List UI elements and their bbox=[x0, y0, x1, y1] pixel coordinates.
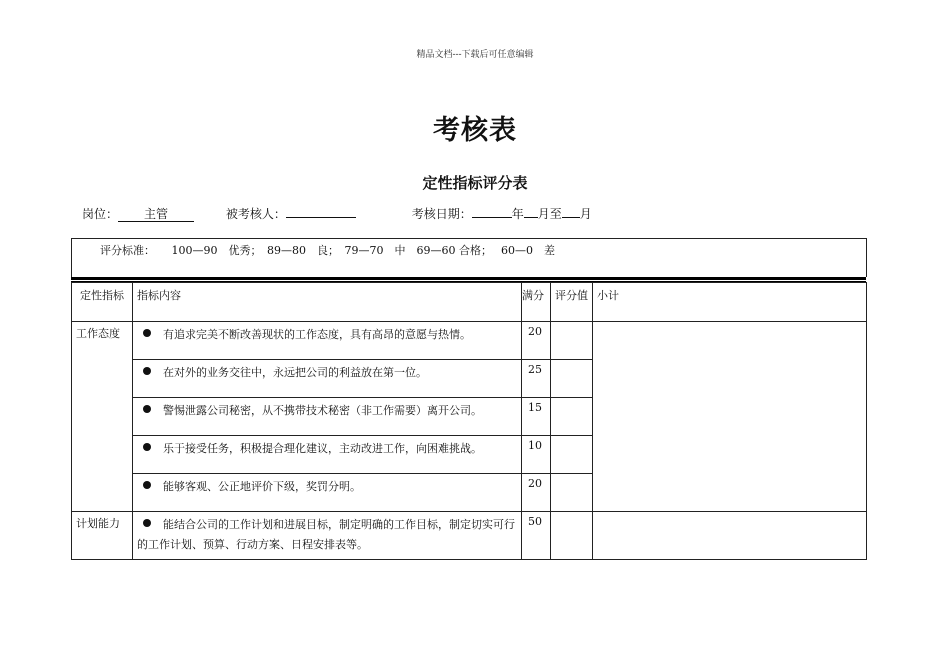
score-input-cell[interactable] bbox=[551, 322, 593, 360]
table-header-row bbox=[72, 283, 867, 322]
header-content: 指标内容 bbox=[133, 283, 522, 322]
item-text: 在对外的业务交往中，永远把公司的利益放在第一位。 bbox=[163, 366, 427, 379]
group-name: 计划能力 bbox=[72, 512, 133, 560]
bullet-icon bbox=[143, 443, 151, 451]
position-field[interactable]: 主管 bbox=[118, 208, 194, 222]
position-label: 岗位： bbox=[82, 207, 119, 221]
header-indicator: 定性指标 bbox=[72, 283, 133, 322]
header-subtotal: 小计 bbox=[593, 283, 867, 322]
item-content bbox=[133, 398, 522, 436]
group-name: 工作态度 bbox=[72, 322, 133, 512]
item-text: 有追求完美不断改善现状的工作态度，具有高昂的意愿与热情。 bbox=[163, 328, 471, 341]
item-content bbox=[133, 436, 522, 474]
score-table bbox=[71, 282, 867, 560]
item-content bbox=[133, 512, 522, 560]
month-from-field[interactable] bbox=[524, 217, 538, 218]
date-label: 考核日期： bbox=[411, 207, 472, 221]
bullet-icon bbox=[143, 367, 151, 375]
item-content bbox=[133, 474, 522, 512]
item-content bbox=[133, 360, 522, 398]
item-text: 乐于接受任务，积极提合理化建议，主动改进工作，向困难挑战。 bbox=[163, 442, 482, 455]
item-text: 能结合公司的工作计划和进展目标，制定明确的工作目标，制定切实可行的工作计划、预算、行动方案、日程安排表等。 bbox=[137, 518, 515, 551]
header-score-value: 评分值 bbox=[551, 283, 593, 322]
criteria-text: 评分标准： 100—90 优秀； 89—80 良； 79—70 中 69—60 合格； 60—0 差 bbox=[100, 244, 555, 257]
assessee-field[interactable] bbox=[286, 217, 356, 218]
month-suffix: 月 bbox=[579, 207, 592, 221]
page-subtitle: 定性指标评分表 bbox=[422, 174, 528, 192]
assessee-label: 被考核人： bbox=[225, 207, 286, 221]
full-score-cell: 50 bbox=[522, 512, 551, 560]
year-field[interactable] bbox=[472, 217, 512, 218]
bullet-icon bbox=[143, 329, 151, 337]
bullet-icon bbox=[143, 481, 151, 489]
page-title: 考核表 bbox=[433, 115, 517, 146]
full-score-cell: 25 bbox=[522, 360, 551, 398]
score-input-cell[interactable] bbox=[551, 398, 593, 436]
score-input-cell[interactable] bbox=[551, 360, 593, 398]
item-content bbox=[133, 322, 522, 360]
subtotal-cell[interactable] bbox=[593, 512, 867, 560]
table-row bbox=[72, 322, 867, 360]
score-input-cell[interactable] bbox=[551, 474, 593, 512]
table-row bbox=[72, 512, 867, 560]
month-to-label: 月至 bbox=[537, 207, 562, 221]
header-full-score: 满分 bbox=[522, 283, 551, 322]
item-text: 能够客观、公正地评价下级，奖罚分明。 bbox=[163, 480, 361, 493]
month-to-field[interactable] bbox=[562, 217, 580, 218]
full-score-cell: 20 bbox=[522, 474, 551, 512]
info-line bbox=[82, 205, 592, 222]
score-input-cell[interactable] bbox=[551, 512, 593, 560]
year-suffix: 年 bbox=[511, 207, 524, 221]
score-input-cell[interactable] bbox=[551, 436, 593, 474]
full-score-cell: 10 bbox=[522, 436, 551, 474]
bullet-icon bbox=[143, 405, 151, 413]
item-text: 警惕泄露公司秘密，从不携带技术秘密（非工作需要）离开公司。 bbox=[163, 404, 482, 417]
full-score-cell: 15 bbox=[522, 398, 551, 436]
divider-thick bbox=[71, 277, 866, 280]
bullet-icon bbox=[143, 519, 151, 527]
full-score-cell: 20 bbox=[522, 322, 551, 360]
subtotal-cell[interactable] bbox=[593, 322, 867, 512]
header-note: 精品文档---下载后可任意编辑 bbox=[416, 50, 534, 60]
